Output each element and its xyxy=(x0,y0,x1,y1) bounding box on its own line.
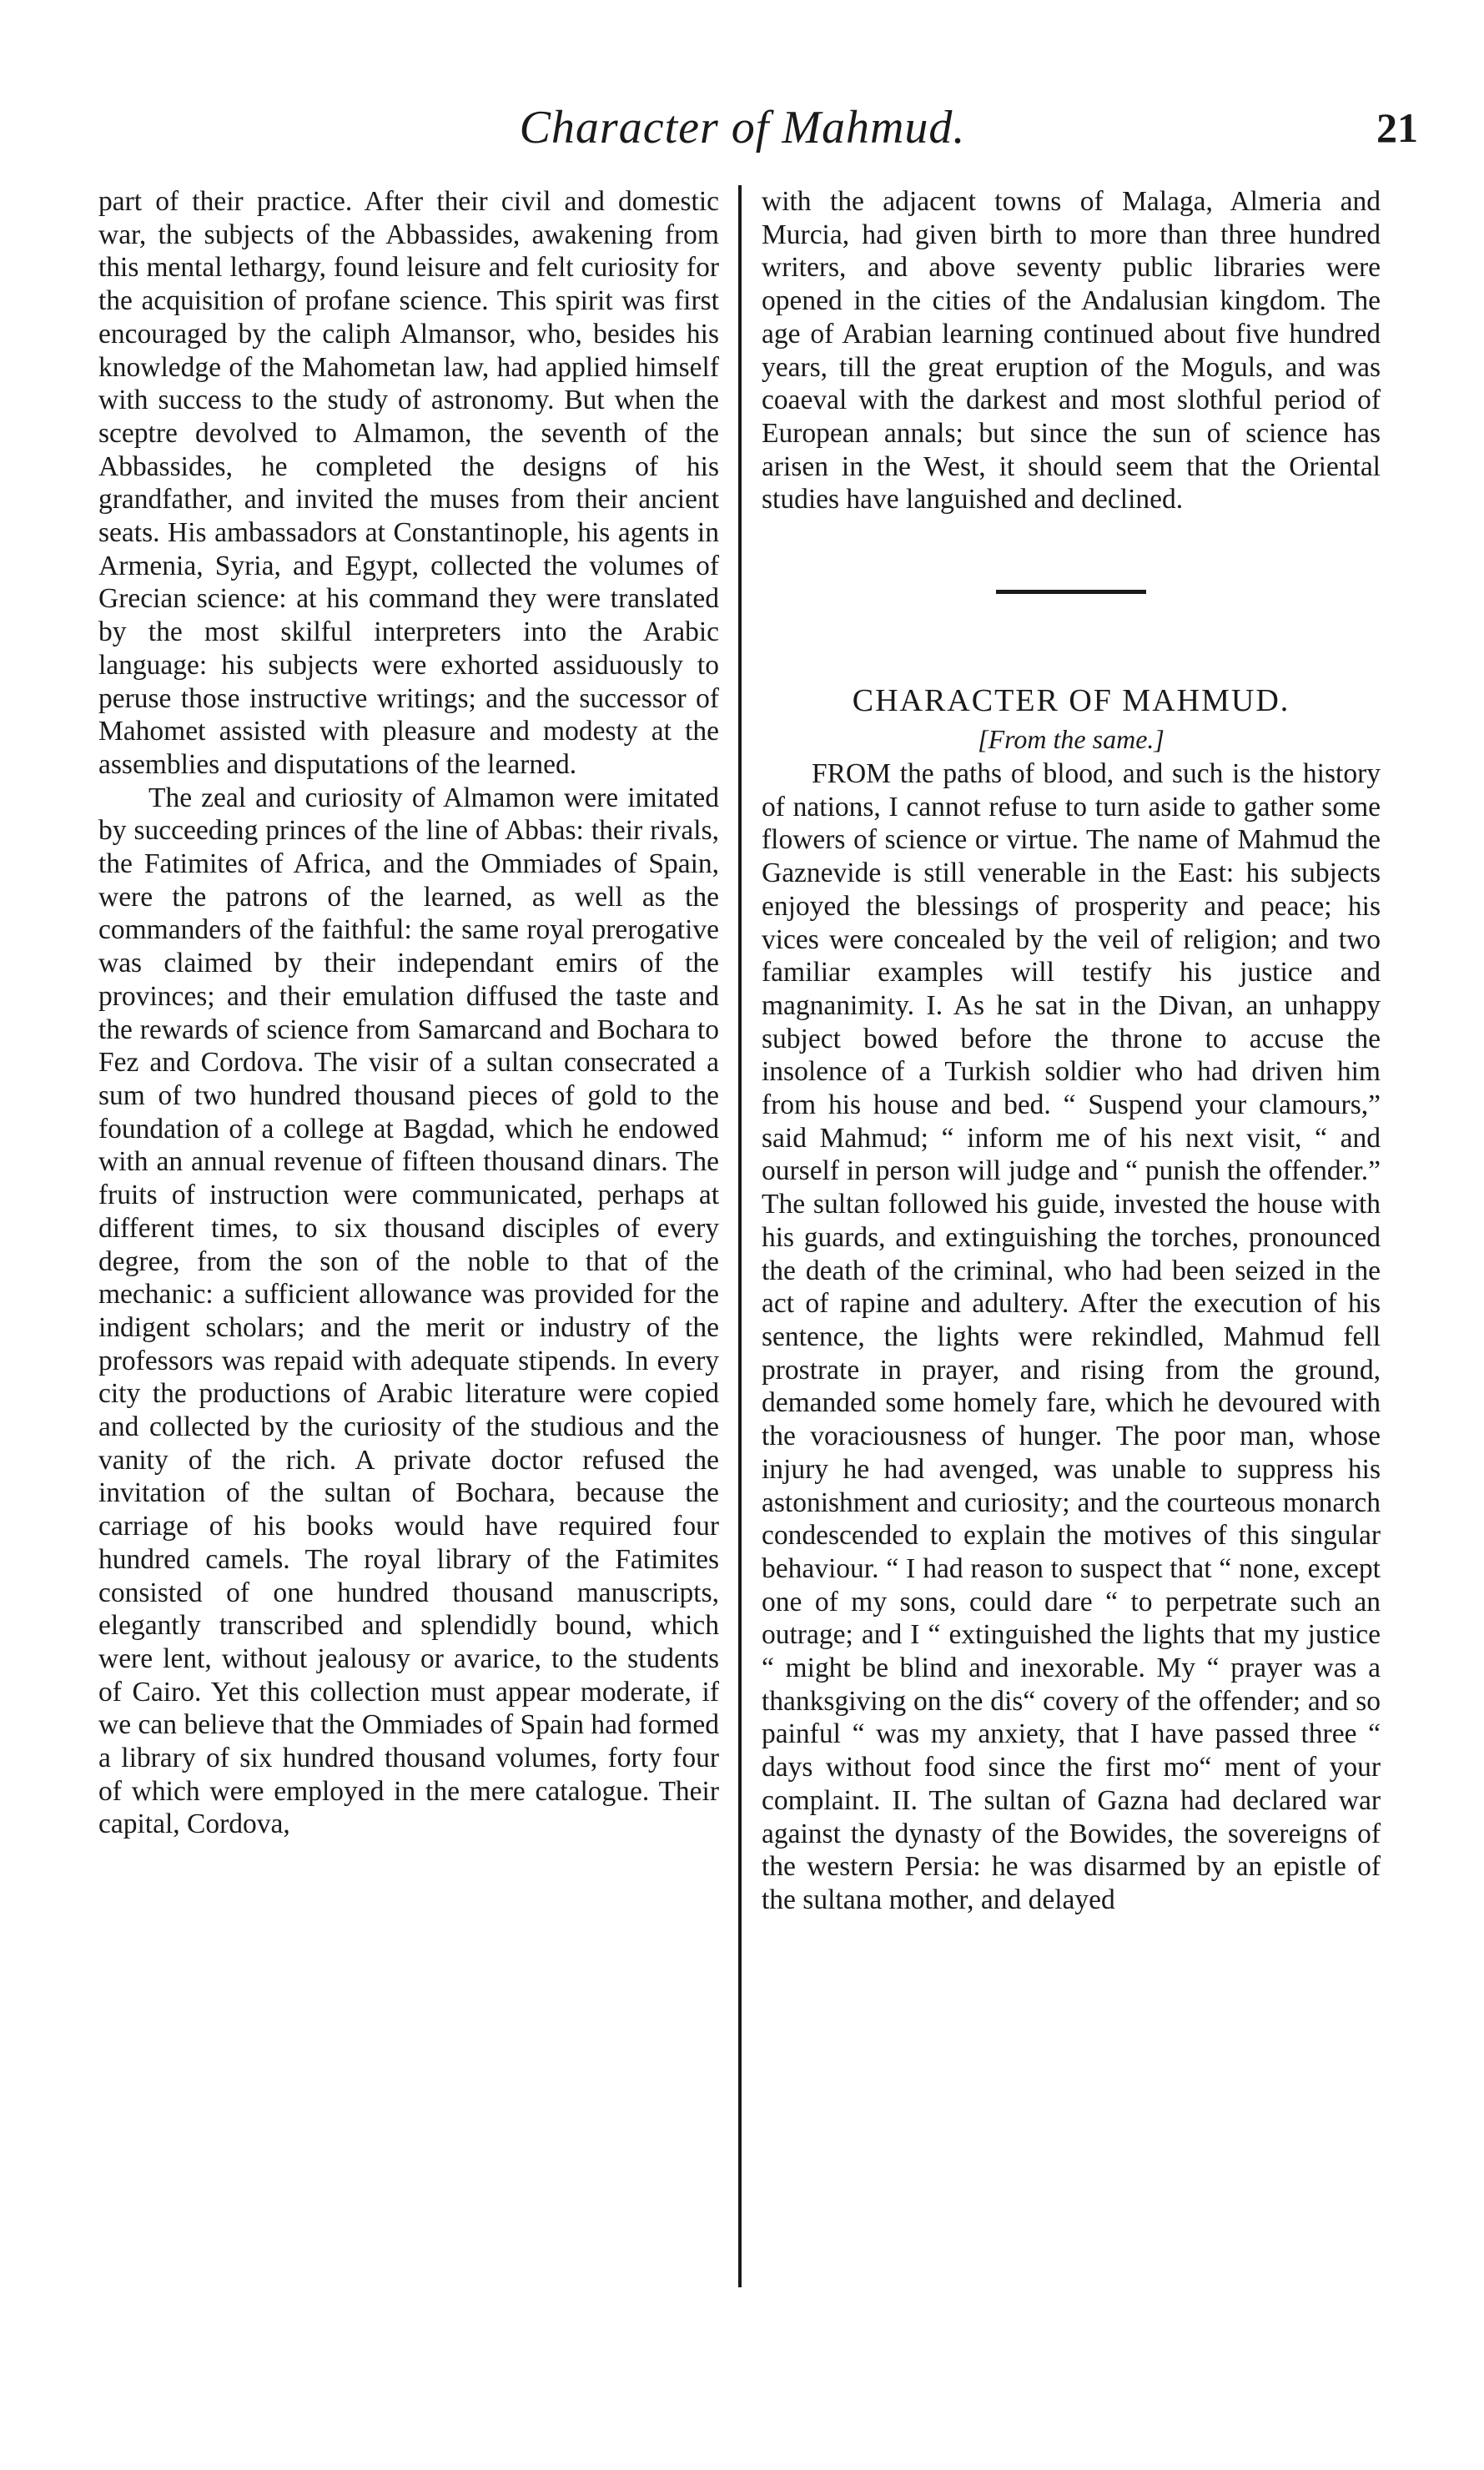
left-paragraph-1: part of their practice. After their civil and domestic war, the subjects of the Abbassides, awakening from this mental lethargy, found leisure and felt curiosity for the acquisition of profane science. This spirit was first encouraged by the caliph Almansor, who, besides his knowledge of the Mahometan law, had applied himself with success to the study of astronomy. But when the sceptre devolved to Almamon, the seventh of the Abbassides, he completed the designs of his grandfather, and invited the muses from their ancient seats. His ambassadors at Constantinople, his agents in Armenia, Syria, and Egypt, collected the volumes of Grecian science: at his command they were translated by the most skilful interpreters into the Arabic language: his subjects were exhorted assiduously to peruse those instructive writings; and the successor of Mahomet assisted with pleasure and modesty at the assemblies and disputations of the learned. xyxy=(98,186,719,780)
left-column xyxy=(98,185,719,1841)
left-paragraph-2: The zeal and curiosity of Almamon were imitated by succeeding princes of the line of Abbas: their rivals, the Fatimites of Africa, and the Ommiades of Spain, were the patrons of the learned, as well as the commanders of the faithful: the same royal prerogative was claimed by their independant emirs of the provinces; and their emulation diffused the taste and the rewards of science from Samarcand and Bochara to Fez and Cordova. The visir of a sultan consecrated a sum of two hundred thousand pieces of gold to the foundation of a college at Bagdad, which he endowed with an annual revenue of fifteen thousand dinars. The fruits of instruction were communicated, perhaps at different times, to six thousand disciples of every degree, from the son of the noble to that of the mechanic: a sufficient allowance was provided for the indigent scholars; and the merit or industry of the professors was repaid with adequate stipends. In every city the productions of Arabic literature were copied and collected by the curiosity of the studious and the vanity of the rich. A private doctor refused the invitation of the sultan of Bochara, because the carriage of his books would have required four hundred camels. The royal library of the Fatimites consisted of one hundred thousand manuscripts, elegantly transcribed and splendidly bound, which were lent, without jealousy or avarice, to the students of Cairo. Yet this collection must appear moderate, if we can believe that the Ommiades of Spain had formed a library of six hundred thousand volumes, forty four of which were employed in the mere catalogue. Their capital, Cordova, xyxy=(98,782,719,1840)
column-divider xyxy=(738,185,742,2287)
section-divider-rule xyxy=(996,590,1146,594)
right-column xyxy=(762,185,1381,1917)
page-header xyxy=(0,90,1484,165)
running-head: Character of Mahmud. xyxy=(519,102,966,153)
right-continuation-paragraph: with the adjacent towns of Malaga, Almeria and Murcia, had given birth to more than three hundred writers, and above seventy public libraries were opened in the cities of the Andalusian kingdom. The age of Arabian learning continued about five hundred years, till the great eruption of the Moguls, and was coaeval with the darkest and most slothful period of European annals; but since the sun of science has arisen in the West, it should seem that the Oriental studies have languished and declined. xyxy=(762,186,1381,516)
section-title: CHARACTER OF MAHMUD. xyxy=(852,683,1290,719)
page-number: 21 xyxy=(1376,104,1418,151)
section-paragraph: FROM the paths of blood, and such is the history of nations, I cannot refuse to turn aside to gather some flowers of science or virtue. The name of Mahmud the Gaznevide is still venerable in the East: his subjects enjoyed the blessings of prosperity and peace; his vices were concealed by the veil of religion; and two familiar examples will testify his justice and magnanimity. I. As he sat in the Divan, an unhappy subject bowed before the throne to accuse the insolence of a Turkish soldier who had driven him from his house and bed. “ Suspend your clamours,” said Mahmud; “ inform me of his next visit, “ and ourself in person will judge and “ punish the offender.” The sultan followed his guide, invested the house with his guards, and extinguishing the torches, pronounced the death of the criminal, who had been seized in the act of rapine and adultery. After the execution of his sentence, the lights were rekindled, Mahmud fell prostrate in prayer, and rising from the ground, demanded some homely fare, which he devoured with the voraciousness of hunger. The poor man, whose injury he had avenged, was unable to suppress his astonishment and curiosity; and the courteous monarch condescended to explain the motives of this singular behaviour. “ I had reason to suspect that “ none, except one of my sons, could dare “ to perpetrate such an outrage; and I “ extinguished the lights that my justice “ might be blind and inexorable. My “ prayer was a thanksgiving on the dis“ covery of the offender; and so painful “ was my anxiety, that I have passed three “ days without food since the first mo“ ment of your complaint. II. The sultan of Gazna had declared war against the dynasty of the Bowides, the sovereigns of the western Persia: he was disarmed by an epistle of the sultana mother, and delayed xyxy=(762,758,1381,1915)
section-source: [From the same.] xyxy=(978,724,1165,755)
